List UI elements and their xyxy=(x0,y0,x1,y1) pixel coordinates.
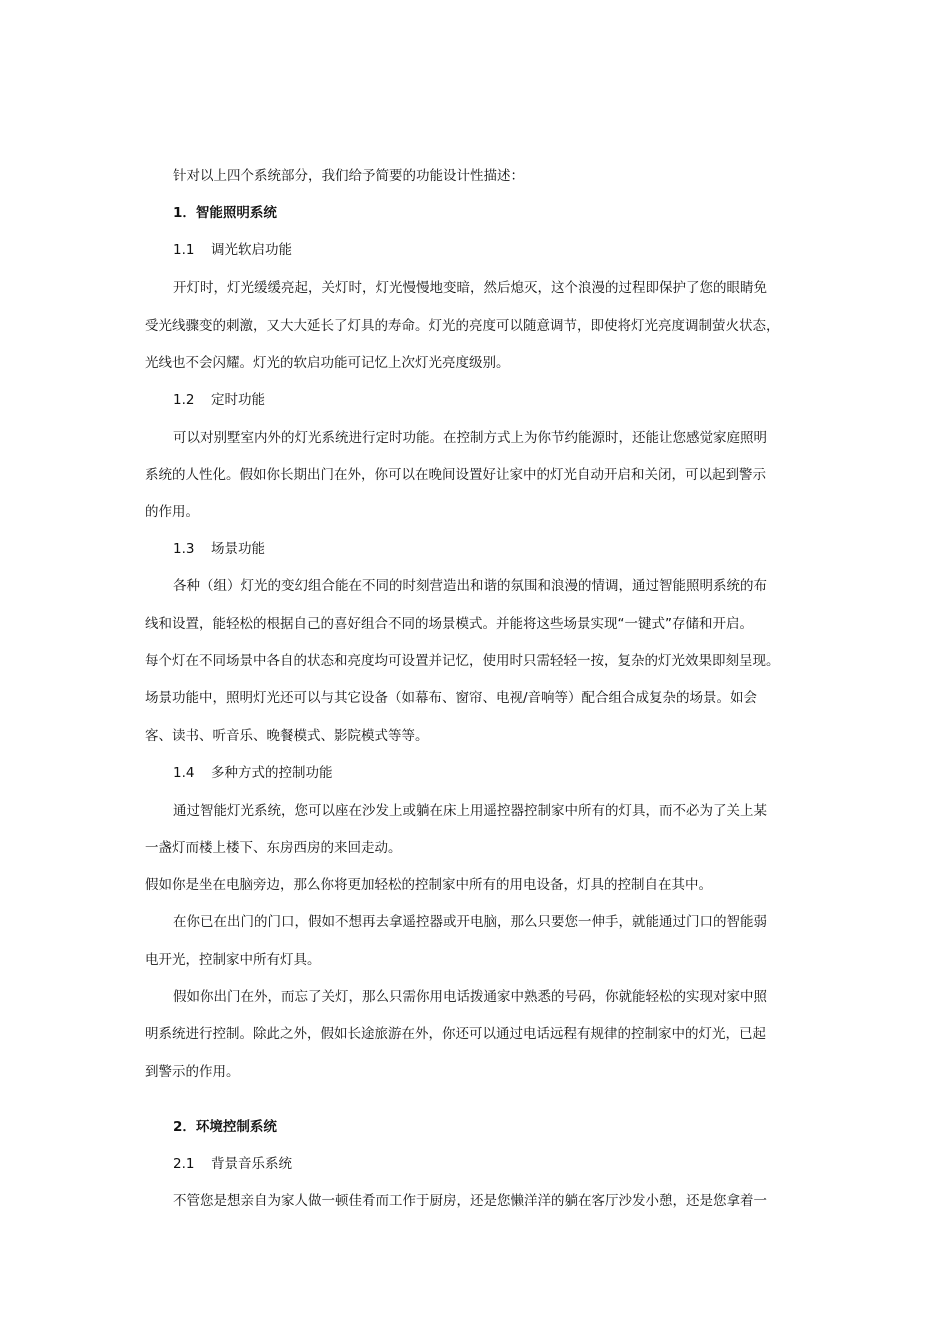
subheading-number: 1.2 xyxy=(173,392,195,408)
paragraph-line: 客、读书、听音乐、晚餐模式、影院模式等等。 xyxy=(145,728,429,744)
paragraph-line: 开灯时，灯光缓缓亮起，关灯时，灯光慢慢地变暗，然后熄灭，这个浪漫的过程即保护了您的眼睛免 xyxy=(173,280,767,296)
section-heading-lighting: 1．智能照明系统 xyxy=(173,205,277,221)
subheading-number: 1.3 xyxy=(173,541,195,557)
subheading-title: 场景功能 xyxy=(211,541,265,557)
subheading-1-3 xyxy=(173,540,265,558)
paragraph-line: 受光线骤变的刺激，又大大延长了灯具的寿命。灯光的亮度可以随意调节，即使将灯光亮度调制萤火状态， xyxy=(145,318,780,334)
paragraph-line: 场景功能中，照明灯光还可以与其它设备（如幕布、窗帘、电视/音响等）配合组合成复杂的场景。如会 xyxy=(145,690,758,706)
paragraph-line: 光线也不会闪耀。灯光的软启功能可记忆上次灯光亮度级别。 xyxy=(145,355,510,371)
paragraph-line: 通过智能灯光系统，您可以座在沙发上或躺在床上用遥控器控制家中所有的灯具，而不必为了关上某 xyxy=(173,803,767,819)
subheading-title: 背景音乐系统 xyxy=(211,1156,292,1172)
paragraph-line: 一盏灯而楼上楼下、东房西房的来回走动。 xyxy=(145,840,402,856)
subheading-number: 1.4 xyxy=(173,765,195,781)
subheading-1-2 xyxy=(173,391,265,409)
paragraph-line: 到警示的作用。 xyxy=(145,1064,240,1080)
paragraph-line: 系统的人性化。假如你长期出门在外，你可以在晚间设置好让家中的灯光自动开启和关闭，可以起到警示 xyxy=(145,467,766,483)
subheading-number: 2.1 xyxy=(173,1156,195,1172)
paragraph-line: 各种（组）灯光的变幻组合能在不同的时刻营造出和谐的氛围和浪漫的情调，通过智能照明系统的布 xyxy=(173,578,767,594)
section-heading-environment: 2．环境控制系统 xyxy=(173,1119,277,1135)
paragraph-line: 每个灯在不同场景中各自的状态和亮度均可设置并记忆，使用时只需轻轻一按，复杂的灯光效果即刻呈现。 xyxy=(145,653,780,669)
subheading-1-1 xyxy=(173,241,292,259)
subheading-number: 1.1 xyxy=(173,242,195,258)
paragraph-line: 可以对别墅室内外的灯光系统进行定时功能。在控制方式上为你节约能源时，还能让您感觉家庭照明 xyxy=(173,430,767,446)
paragraph-line: 不管您是想亲自为家人做一顿佳肴而工作于厨房，还是您懒洋洋的躺在客厅沙发小憩，还是您拿着一 xyxy=(173,1193,767,1209)
paragraph-line: 线和设置，能轻松的根据自己的喜好组合不同的场景模式。并能将这些场景实现“一键式”存储和开启。 xyxy=(145,616,753,632)
paragraph-line: 的作用。 xyxy=(145,504,199,520)
subheading-title: 定时功能 xyxy=(211,392,265,408)
subheading-title: 调光软启功能 xyxy=(211,242,292,258)
intro-paragraph: 针对以上四个系统部分，我们给予简要的功能设计性描述： xyxy=(173,168,524,184)
paragraph-line: 假如你是坐在电脑旁边，那么你将更加轻松的控制家中所有的用电设备，灯具的控制自在其中。 xyxy=(145,877,712,893)
subheading-title: 多种方式的控制功能 xyxy=(211,765,333,781)
paragraph-line: 明系统进行控制。除此之外，假如长途旅游在外，你还可以通过电话远程有规律的控制家中的灯光，已起 xyxy=(145,1026,766,1042)
paragraph-line: 在你已在出门的门口，假如不想再去拿遥控器或开电脑，那么只要您一伸手，就能通过门口的智能弱 xyxy=(173,914,767,930)
subheading-2-1 xyxy=(173,1155,292,1173)
paragraph-line: 假如你出门在外，而忘了关灯，那么只需你用电话拨通家中熟悉的号码，你就能轻松的实现对家中照 xyxy=(173,989,767,1005)
paragraph-line: 电开光，控制家中所有灯具。 xyxy=(145,952,321,968)
subheading-1-4 xyxy=(173,764,333,782)
